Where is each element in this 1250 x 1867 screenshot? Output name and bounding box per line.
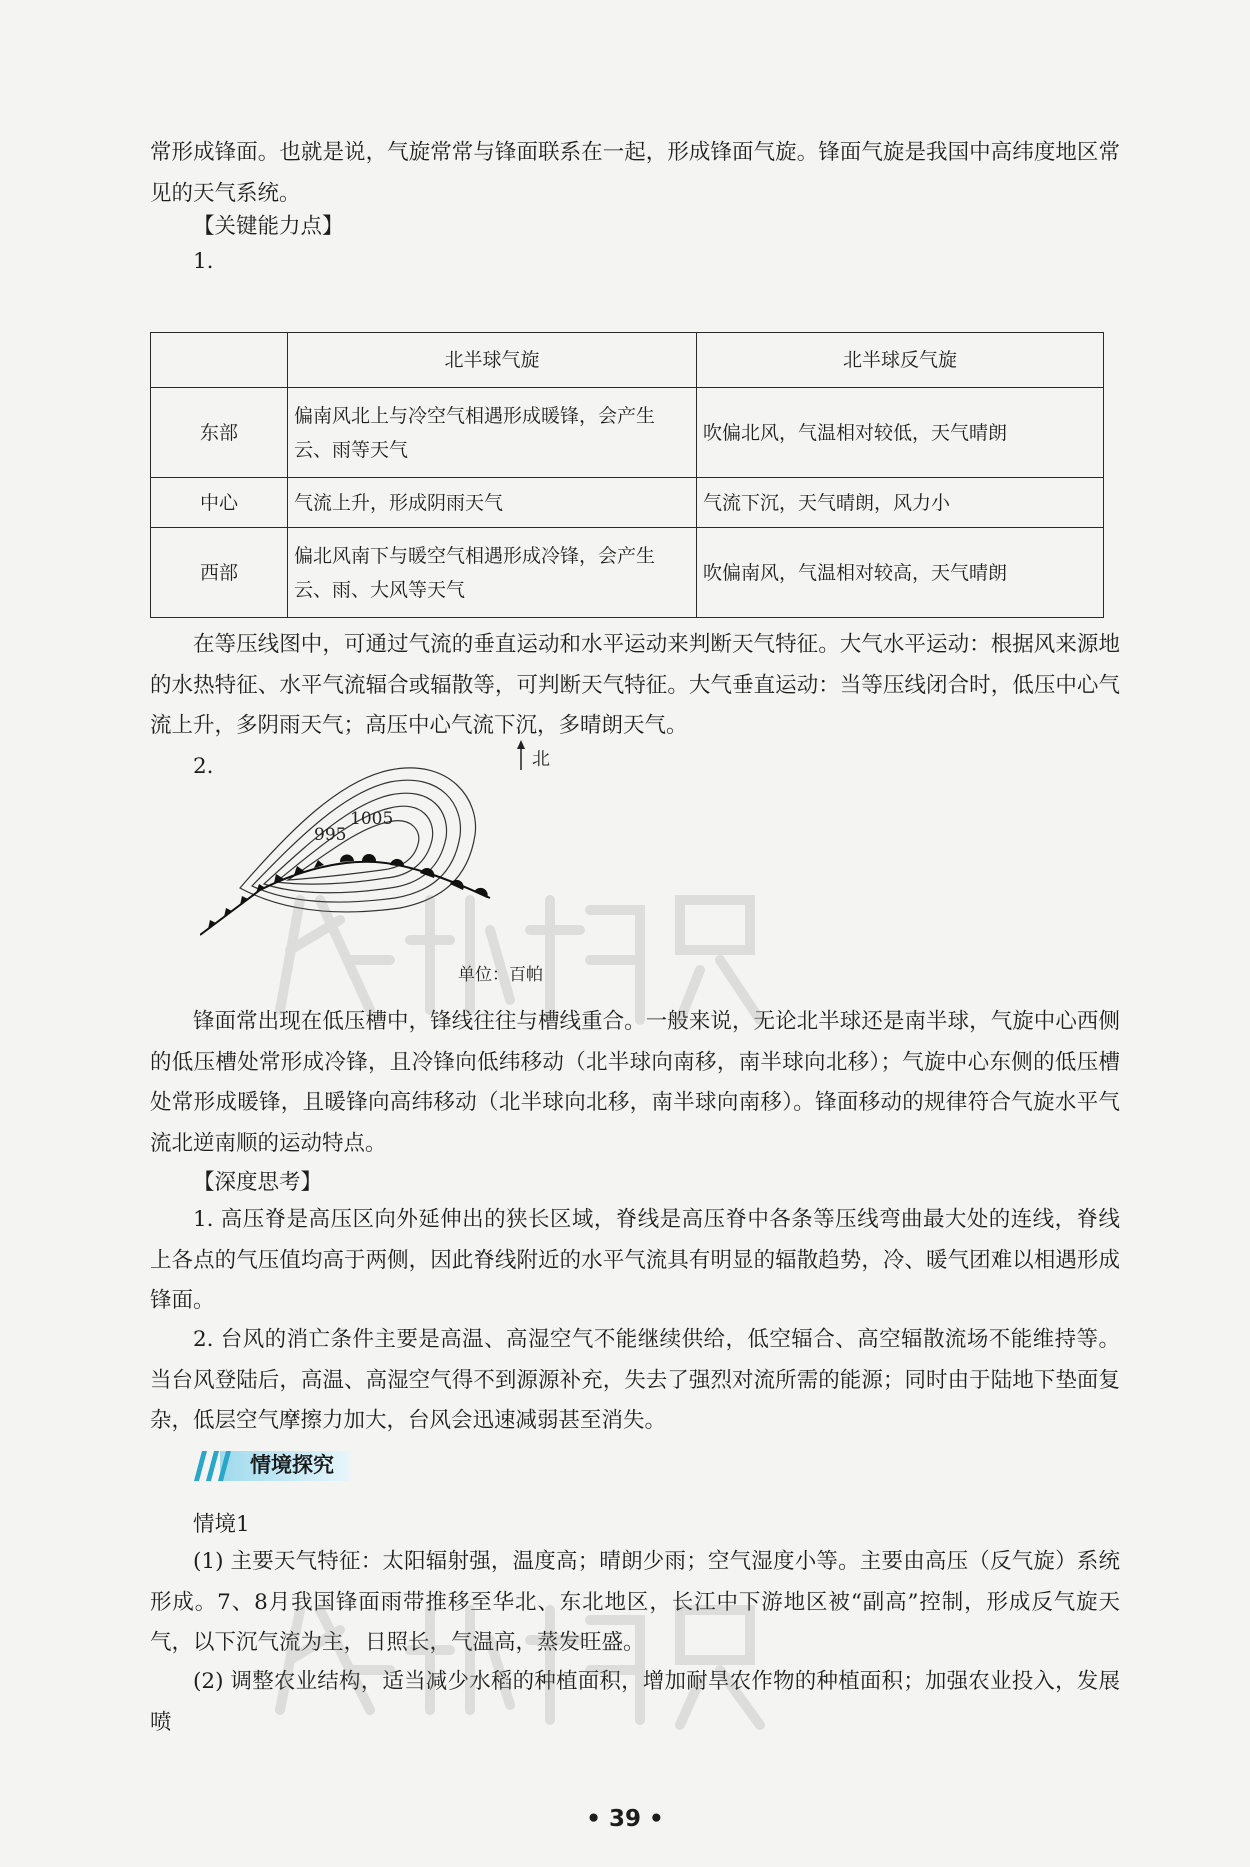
table-header-anticyclone: 北半球反气旋 xyxy=(697,333,1104,388)
item-2-label: 2. xyxy=(193,754,214,779)
north-label: 北 xyxy=(532,749,550,770)
page-number: • 39 • xyxy=(586,1806,664,1832)
item-1-label: 1. xyxy=(193,249,214,274)
table-header-blank xyxy=(151,333,288,388)
deep-thinking-1: 1. 高压脊是高压区向外延伸出的狭长区域，脊线是高压脊中各条等压线弯曲最大处的连线，脊线上各点的气压值均高于两侧，因此脊线附近的水平气流具有明显的辐散趋势，冷、暖气团难以相遇形成锋面。 xyxy=(150,1207,1120,1313)
isobar-label-995: 995 xyxy=(314,825,347,845)
scenario-1-title: 情境1 xyxy=(193,1512,250,1537)
isobar-paragraph: 在等压线图中，可通过气流的垂直运动和水平运动来判断天气特征。大气水平运动：根据风来源地的水热特征、水平气流辐合或辐散等，可判断天气特征。大气垂直运动：当等压线闭合时，低压中心气流上升，多阴雨天气；高压中心气流下沉，多晴朗天气。 xyxy=(150,632,1120,738)
front-isobar-diagram xyxy=(200,740,680,990)
isobar-label-1005: 1005 xyxy=(350,809,394,829)
cyclone-cell: 气流上升，形成阴雨天气 xyxy=(288,478,697,528)
section-label: 情境探究 xyxy=(250,1453,334,1477)
cyclone-cell: 偏北风南下与暖空气相遇形成冷锋，会产生云、雨、大风等天气 xyxy=(288,528,697,618)
front-paragraph: 锋面常出现在低压槽中，锋线往往与槽线重合。一般来说，无论北半球还是南半球，气旋中心西侧的低压槽处常形成冷锋，且冷锋向低纬移动（北半球向南移，南半球向北移）；气旋中心东侧的低压槽处常形成暖锋，且暖锋向高纬移动（北半球向北移，南半球向南移）。锋面移动的规律符合气旋水平气流北逆南顺的运动特点。 xyxy=(150,1009,1120,1156)
table-row xyxy=(151,528,1104,618)
intro-paragraph: 常形成锋面。也就是说，气旋常常与锋面联系在一起，形成锋面气旋。锋面气旋是我国中高纬度地区常见的天气系统。 xyxy=(150,140,1120,206)
isobar-lines xyxy=(240,768,476,912)
row-label: 中心 xyxy=(151,478,288,528)
row-label: 东部 xyxy=(151,388,288,478)
deep-thinking-2: 2. 台风的消亡条件主要是高温、高湿空气不能继续供给，低空辐合、高空辐散流场不能维持等。当台风登陆后，高温、高湿空气得不到源源补充，失去了强烈对流所需的能源；同时由于陆地下垫面复杂，低层空气摩擦力加大，台风会迅速减弱甚至消失。 xyxy=(150,1327,1120,1433)
section-header xyxy=(190,1445,350,1485)
anticyclone-cell: 气流下沉，天气晴朗，风力小 xyxy=(697,478,1104,528)
table-row xyxy=(151,388,1104,478)
anticyclone-cell: 吹偏北风，气温相对较低，天气晴朗 xyxy=(697,388,1104,478)
table-row xyxy=(151,478,1104,528)
key-points-title: 【关键能力点】 xyxy=(193,214,344,239)
table-header-row xyxy=(151,333,1104,388)
cyclone-cell: 偏南风北上与冷空气相遇形成暖锋，会产生云、雨等天气 xyxy=(288,388,697,478)
scenario-1-answer-2: (2) 调整农业结构，适当减少水稻的种植面积，增加耐旱农作物的种植面积；加强农业投入，发展喷 xyxy=(150,1669,1120,1735)
comparison-table xyxy=(150,332,1104,618)
row-label: 西部 xyxy=(151,528,288,618)
north-arrow-icon xyxy=(517,740,525,770)
scenario-1-answer-1: (1) 主要天气特征：太阳辐射强，温度高；晴朗少雨；空气湿度小等。主要由高压（反气旋）系统形成。7、8月我国锋面雨带推移至华北、东北地区，长江中下游地区被“副高”控制，形成反气旋天气，以下沉气流为主，日照长，气温高，蒸发旺盛。 xyxy=(150,1549,1120,1655)
anticyclone-cell: 吹偏南风，气温相对较高，天气晴朗 xyxy=(697,528,1104,618)
unit-label: 单位：百帕 xyxy=(458,965,543,985)
deep-thinking-title: 【深度思考】 xyxy=(193,1170,323,1195)
table-header-cyclone: 北半球气旋 xyxy=(288,333,697,388)
